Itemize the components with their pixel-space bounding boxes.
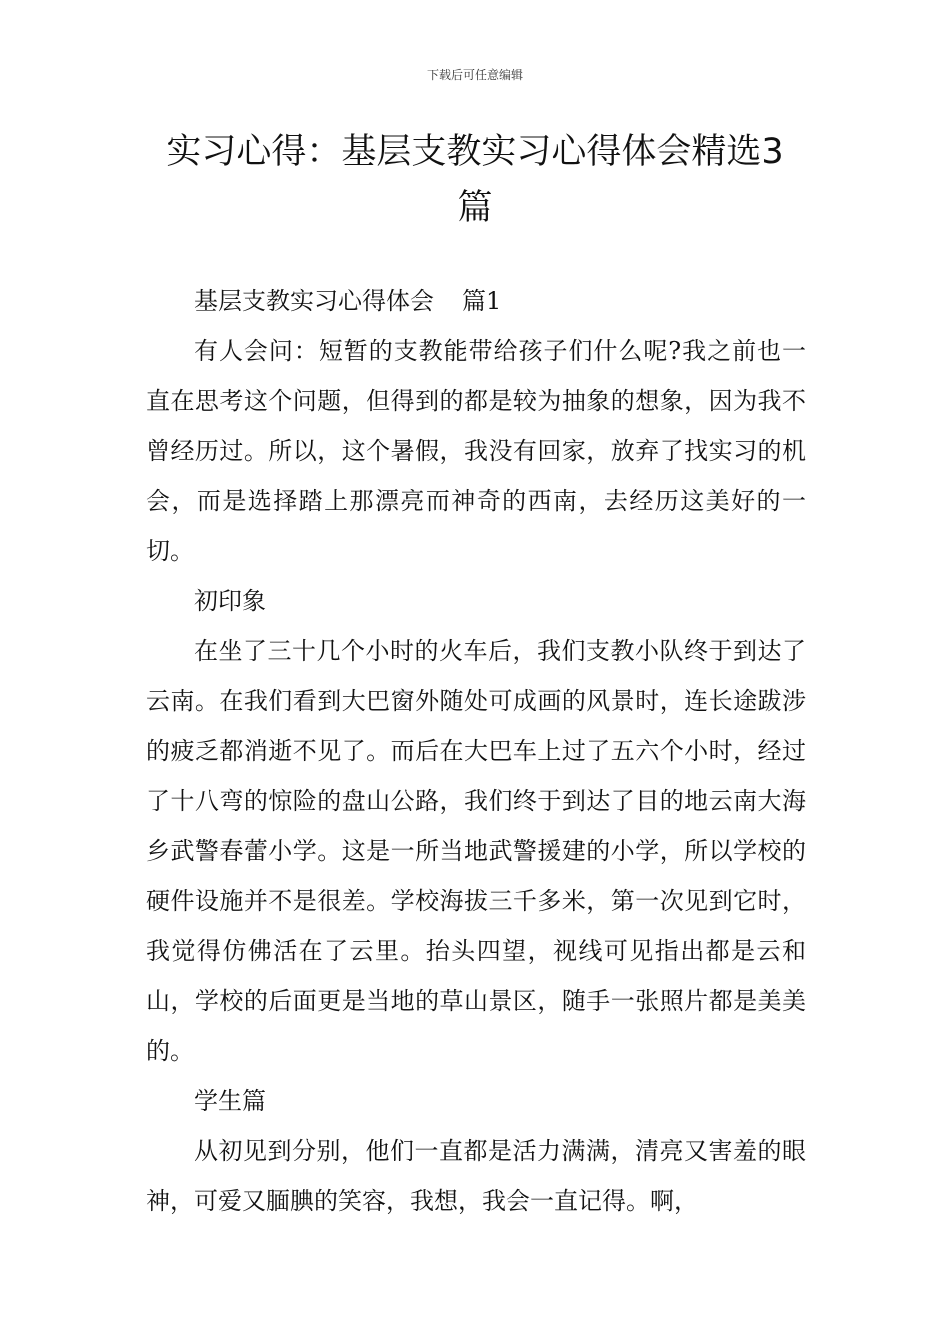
paragraph-students: 从初见到分别，他们一直都是活力满满，清亮又害羞的眼神，可爱又腼腆的笑容，我想，我会一直记得。啊， [146,1137,806,1215]
section-heading-text: 基层支教实习心得体会 [194,287,434,315]
paragraph-intro: 有人会问：短暂的支教能带给孩子们什么呢?我之前也一直在思考这个问题，但得到的都是较为抽象的想象，因为我不曾经历过。所以，这个暑假，我没有回家，放弃了找实习的机会，而是选择踏上那漂亮而神奇的西南，去经历这美好的一切。 [146,337,806,565]
document-title: 实习心得：基层支教实习心得体会精选3篇 [166,132,784,228]
header-note: 下载后可任意编辑 [426,68,523,82]
section-number: 篇1 [462,287,502,315]
document-body [146,276,806,1226]
subheading-first-impression: 初印象 [194,587,266,615]
paragraph-arrival: 在坐了三十几个小时的火车后，我们支教小队终于到达了云南。在我们看到大巴窗外随处可成画的风景时，连长途跋涉的疲乏都消逝不见了。而后在大巴车上过了五六个小时，经过了十八弯的惊险的盘山公路，我们终于到达了目的地云南大海乡武警春蕾小学。这是一所当地武警援建的小学，所以学校的硬件设施并不是很差。学校海拔三千多米，第一次见到它时，我觉得仿佛活在了云里。抬头四望，视线可见指出都是云和山，学校的后面更是当地的草山景区，随手一张照片都是美美的。 [146,637,806,1065]
subheading-students: 学生篇 [194,1087,266,1115]
section-heading [146,276,806,326]
